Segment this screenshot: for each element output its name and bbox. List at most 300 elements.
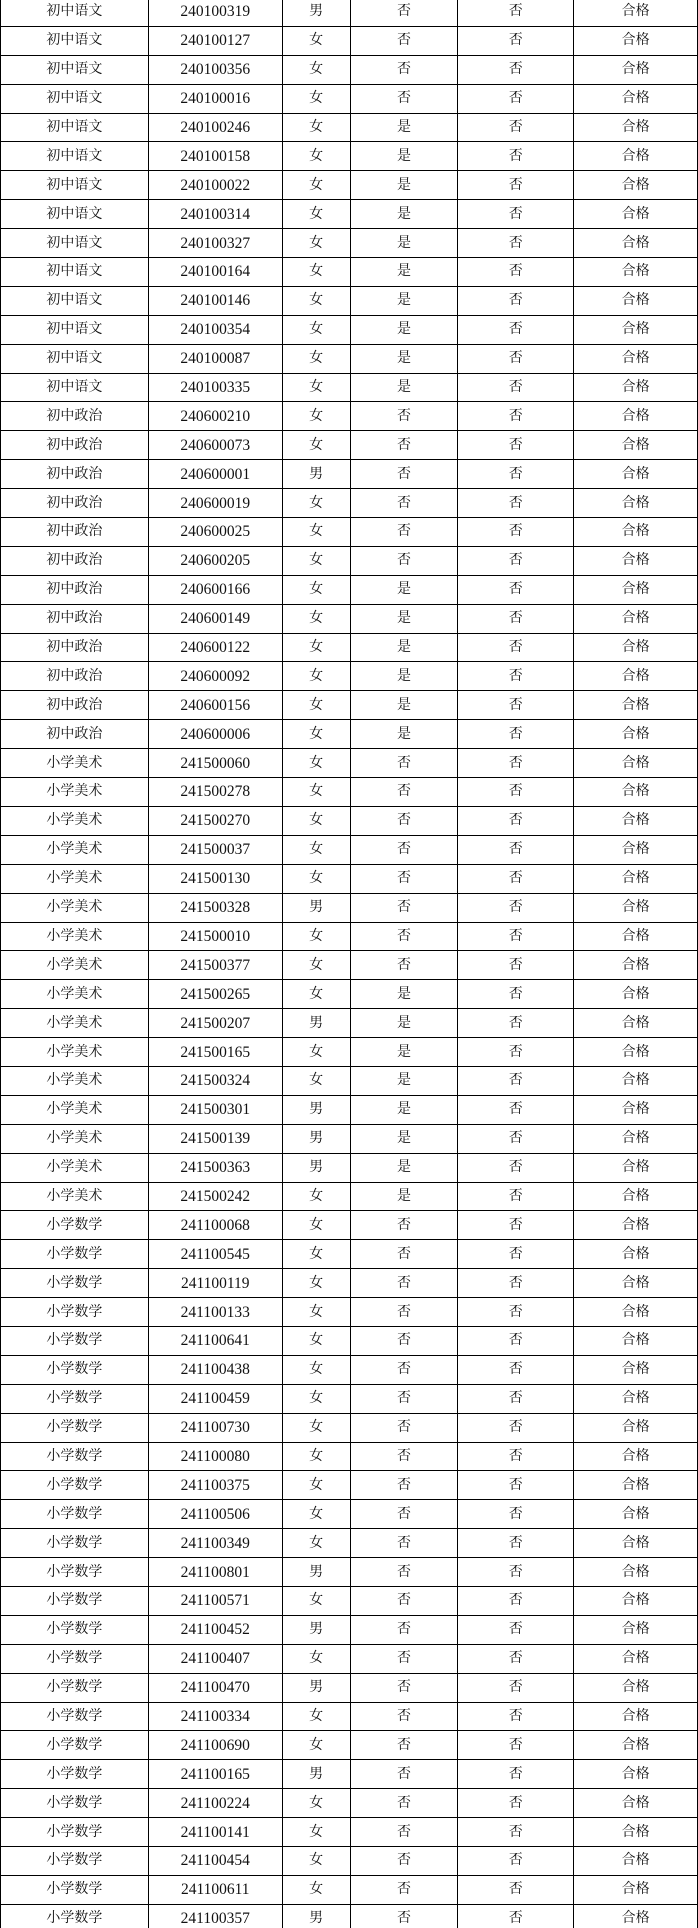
result-cell: 合格 — [574, 778, 698, 807]
flag-b-cell: 否 — [458, 1644, 574, 1673]
subject-cell: 小学美术 — [1, 1066, 149, 1095]
subject-cell: 小学数学 — [1, 1355, 149, 1384]
subject-cell: 初中政治 — [1, 460, 149, 489]
result-cell: 合格 — [574, 229, 698, 258]
table-row — [1, 1558, 698, 1587]
result-cell: 合格 — [574, 1240, 698, 1269]
gender-cell: 女 — [282, 922, 350, 951]
table-row — [1, 344, 698, 373]
flag-b-cell: 否 — [458, 489, 574, 518]
result-cell: 合格 — [574, 922, 698, 951]
flag-a-cell: 否 — [350, 1326, 458, 1355]
flag-a-cell: 是 — [350, 142, 458, 171]
flag-a-cell: 是 — [350, 1124, 458, 1153]
result-cell: 合格 — [574, 980, 698, 1009]
flag-b-cell: 否 — [458, 460, 574, 489]
candidate-id-cell: 241500363 — [148, 1153, 282, 1182]
table-row — [1, 1471, 698, 1500]
subject-cell: 初中语文 — [1, 258, 149, 287]
candidate-id-cell: 241100068 — [148, 1211, 282, 1240]
gender-cell: 女 — [282, 489, 350, 518]
flag-a-cell: 是 — [350, 1038, 458, 1067]
flag-b-cell: 否 — [458, 84, 574, 113]
flag-a-cell: 否 — [350, 1558, 458, 1587]
table-row — [1, 1269, 698, 1298]
flag-b-cell: 否 — [458, 431, 574, 460]
subject-cell: 初中语文 — [1, 373, 149, 402]
result-cell: 合格 — [574, 315, 698, 344]
subject-cell: 小学美术 — [1, 1153, 149, 1182]
flag-a-cell: 是 — [350, 315, 458, 344]
flag-b-cell: 否 — [458, 26, 574, 55]
subject-cell: 初中语文 — [1, 200, 149, 229]
gender-cell: 女 — [282, 546, 350, 575]
candidate-id-cell: 240600166 — [148, 575, 282, 604]
gender-cell: 女 — [282, 691, 350, 720]
gender-cell: 女 — [282, 835, 350, 864]
table-row — [1, 835, 698, 864]
subject-cell: 小学数学 — [1, 1702, 149, 1731]
table-row — [1, 113, 698, 142]
result-cell: 合格 — [574, 1153, 698, 1182]
result-cell: 合格 — [574, 200, 698, 229]
flag-a-cell: 是 — [350, 1182, 458, 1211]
gender-cell: 女 — [282, 258, 350, 287]
flag-b-cell: 否 — [458, 1413, 574, 1442]
candidate-id-cell: 240600205 — [148, 546, 282, 575]
candidate-id-cell: 240600210 — [148, 402, 282, 431]
flag-b-cell: 否 — [458, 1818, 574, 1847]
result-cell: 合格 — [574, 1904, 698, 1928]
flag-a-cell: 否 — [350, 1269, 458, 1298]
flag-a-cell: 否 — [350, 806, 458, 835]
gender-cell: 女 — [282, 1586, 350, 1615]
flag-a-cell: 是 — [350, 691, 458, 720]
result-cell: 合格 — [574, 633, 698, 662]
table-row — [1, 460, 698, 489]
candidate-id-cell: 241100730 — [148, 1413, 282, 1442]
candidate-id-cell: 241100571 — [148, 1586, 282, 1615]
flag-a-cell: 是 — [350, 344, 458, 373]
flag-b-cell: 否 — [458, 922, 574, 951]
flag-a-cell: 否 — [350, 0, 458, 26]
result-cell: 合格 — [574, 1558, 698, 1587]
gender-cell: 女 — [282, 1731, 350, 1760]
flag-b-cell: 否 — [458, 893, 574, 922]
result-cell: 合格 — [574, 662, 698, 691]
subject-cell: 小学数学 — [1, 1586, 149, 1615]
flag-a-cell: 否 — [350, 55, 458, 84]
gender-cell: 男 — [282, 1558, 350, 1587]
flag-b-cell: 否 — [458, 1789, 574, 1818]
flag-a-cell: 否 — [350, 835, 458, 864]
flag-b-cell: 否 — [458, 518, 574, 547]
candidate-id-cell: 241100690 — [148, 1731, 282, 1760]
subject-cell: 初中语文 — [1, 286, 149, 315]
result-cell: 合格 — [574, 373, 698, 402]
candidate-id-cell: 240600019 — [148, 489, 282, 518]
candidate-id-cell: 241100611 — [148, 1875, 282, 1904]
result-cell: 合格 — [574, 489, 698, 518]
table-row — [1, 1355, 698, 1384]
gender-cell: 女 — [282, 1471, 350, 1500]
gender-cell: 女 — [282, 171, 350, 200]
table-row — [1, 1673, 698, 1702]
table-row — [1, 1240, 698, 1269]
gender-cell: 男 — [282, 1124, 350, 1153]
table-row — [1, 604, 698, 633]
flag-b-cell: 否 — [458, 1298, 574, 1327]
candidate-id-cell: 241500324 — [148, 1066, 282, 1095]
result-cell: 合格 — [574, 1818, 698, 1847]
table-row — [1, 1124, 698, 1153]
subject-cell: 小学数学 — [1, 1558, 149, 1587]
subject-cell: 小学数学 — [1, 1760, 149, 1789]
flag-a-cell: 是 — [350, 604, 458, 633]
subject-cell: 初中政治 — [1, 518, 149, 547]
result-cell: 合格 — [574, 1066, 698, 1095]
result-cell: 合格 — [574, 691, 698, 720]
table-row — [1, 1066, 698, 1095]
subject-cell: 初中语文 — [1, 113, 149, 142]
result-cell: 合格 — [574, 546, 698, 575]
table-row — [1, 806, 698, 835]
flag-b-cell: 否 — [458, 604, 574, 633]
candidate-id-cell: 241100080 — [148, 1442, 282, 1471]
result-cell: 合格 — [574, 26, 698, 55]
candidate-id-cell: 240100016 — [148, 84, 282, 113]
gender-cell: 女 — [282, 1240, 350, 1269]
gender-cell: 女 — [282, 1500, 350, 1529]
result-cell: 合格 — [574, 1182, 698, 1211]
subject-cell: 初中语文 — [1, 84, 149, 113]
flag-b-cell: 否 — [458, 980, 574, 1009]
candidate-id-cell: 241100357 — [148, 1904, 282, 1928]
table-row — [1, 1153, 698, 1182]
candidate-id-cell: 241100452 — [148, 1615, 282, 1644]
gender-cell: 男 — [282, 1153, 350, 1182]
subject-cell: 小学数学 — [1, 1269, 149, 1298]
flag-b-cell: 否 — [458, 171, 574, 200]
flag-b-cell: 否 — [458, 1124, 574, 1153]
candidate-id-cell: 240100319 — [148, 0, 282, 26]
flag-b-cell: 否 — [458, 575, 574, 604]
flag-a-cell: 是 — [350, 1153, 458, 1182]
gender-cell: 女 — [282, 431, 350, 460]
candidate-id-cell: 241100641 — [148, 1326, 282, 1355]
table-row — [1, 1384, 698, 1413]
table-row — [1, 1760, 698, 1789]
table-row — [1, 431, 698, 460]
candidate-id-cell: 241100407 — [148, 1644, 282, 1673]
candidate-id-cell: 241500242 — [148, 1182, 282, 1211]
result-cell: 合格 — [574, 604, 698, 633]
flag-a-cell: 否 — [350, 1384, 458, 1413]
result-cell: 合格 — [574, 0, 698, 26]
flag-a-cell: 否 — [350, 84, 458, 113]
table-row — [1, 258, 698, 287]
gender-cell: 男 — [282, 1095, 350, 1124]
subject-cell: 小学数学 — [1, 1615, 149, 1644]
subject-cell: 初中语文 — [1, 315, 149, 344]
table-row — [1, 1326, 698, 1355]
flag-b-cell: 否 — [458, 373, 574, 402]
candidate-id-cell: 240600149 — [148, 604, 282, 633]
flag-b-cell: 否 — [458, 1904, 574, 1928]
flag-a-cell: 否 — [350, 26, 458, 55]
flag-b-cell: 否 — [458, 344, 574, 373]
flag-a-cell: 否 — [350, 1673, 458, 1702]
gender-cell: 女 — [282, 1384, 350, 1413]
candidate-id-cell: 241100165 — [148, 1760, 282, 1789]
gender-cell: 男 — [282, 1904, 350, 1928]
table-row — [1, 26, 698, 55]
candidate-id-cell: 241100438 — [148, 1355, 282, 1384]
result-cell: 合格 — [574, 1009, 698, 1038]
flag-b-cell: 否 — [458, 835, 574, 864]
subject-cell: 初中政治 — [1, 402, 149, 431]
flag-b-cell: 否 — [458, 1153, 574, 1182]
table-row — [1, 0, 698, 26]
flag-a-cell: 否 — [350, 778, 458, 807]
table-row — [1, 1818, 698, 1847]
candidate-id-cell: 240100356 — [148, 55, 282, 84]
subject-cell: 小学美术 — [1, 1182, 149, 1211]
table-row — [1, 662, 698, 691]
flag-a-cell: 是 — [350, 113, 458, 142]
table-row — [1, 1586, 698, 1615]
flag-b-cell: 否 — [458, 402, 574, 431]
table-row — [1, 1500, 698, 1529]
flag-b-cell: 否 — [458, 1586, 574, 1615]
flag-a-cell: 否 — [350, 1298, 458, 1327]
result-cell: 合格 — [574, 1124, 698, 1153]
candidate-id-cell: 241100459 — [148, 1384, 282, 1413]
flag-a-cell: 否 — [350, 1904, 458, 1928]
subject-cell: 小学数学 — [1, 1500, 149, 1529]
result-cell: 合格 — [574, 1355, 698, 1384]
subject-cell: 初中政治 — [1, 604, 149, 633]
result-cell: 合格 — [574, 1760, 698, 1789]
result-cell: 合格 — [574, 1673, 698, 1702]
gender-cell: 女 — [282, 1702, 350, 1731]
gender-cell: 女 — [282, 633, 350, 662]
subject-cell: 小学美术 — [1, 1009, 149, 1038]
candidate-id-cell: 240100127 — [148, 26, 282, 55]
flag-a-cell: 否 — [350, 1818, 458, 1847]
gender-cell: 女 — [282, 518, 350, 547]
flag-a-cell: 否 — [350, 1875, 458, 1904]
gender-cell: 女 — [282, 1847, 350, 1876]
flag-b-cell: 否 — [458, 55, 574, 84]
table-row — [1, 922, 698, 951]
subject-cell: 小学数学 — [1, 1240, 149, 1269]
table-row — [1, 546, 698, 575]
subject-cell: 小学美术 — [1, 778, 149, 807]
candidate-id-cell: 240100158 — [148, 142, 282, 171]
result-cell: 合格 — [574, 431, 698, 460]
table-row — [1, 893, 698, 922]
flag-b-cell: 否 — [458, 1066, 574, 1095]
flag-a-cell: 否 — [350, 893, 458, 922]
result-cell: 合格 — [574, 1500, 698, 1529]
candidate-id-cell: 241500377 — [148, 951, 282, 980]
gender-cell: 女 — [282, 1038, 350, 1067]
candidate-id-cell: 241500130 — [148, 864, 282, 893]
candidate-id-cell: 240100335 — [148, 373, 282, 402]
flag-a-cell: 否 — [350, 1731, 458, 1760]
candidate-id-cell: 241500037 — [148, 835, 282, 864]
results-table-body — [1, 0, 698, 1928]
gender-cell: 女 — [282, 373, 350, 402]
candidate-id-cell: 240600025 — [148, 518, 282, 547]
flag-a-cell: 否 — [350, 1615, 458, 1644]
flag-a-cell: 否 — [350, 1240, 458, 1269]
table-row — [1, 1615, 698, 1644]
result-cell: 合格 — [574, 1731, 698, 1760]
flag-a-cell: 是 — [350, 229, 458, 258]
gender-cell: 男 — [282, 1760, 350, 1789]
gender-cell: 男 — [282, 1673, 350, 1702]
flag-b-cell: 否 — [458, 315, 574, 344]
gender-cell: 女 — [282, 84, 350, 113]
result-cell: 合格 — [574, 720, 698, 749]
gender-cell: 女 — [282, 1789, 350, 1818]
subject-cell: 小学美术 — [1, 749, 149, 778]
gender-cell: 女 — [282, 200, 350, 229]
result-cell: 合格 — [574, 575, 698, 604]
gender-cell: 女 — [282, 1269, 350, 1298]
flag-b-cell: 否 — [458, 1211, 574, 1240]
subject-cell: 小学数学 — [1, 1384, 149, 1413]
result-cell: 合格 — [574, 951, 698, 980]
gender-cell: 女 — [282, 1298, 350, 1327]
result-cell: 合格 — [574, 84, 698, 113]
candidate-id-cell: 240100022 — [148, 171, 282, 200]
gender-cell: 女 — [282, 1211, 350, 1240]
result-cell: 合格 — [574, 893, 698, 922]
result-cell: 合格 — [574, 1644, 698, 1673]
flag-b-cell: 否 — [458, 113, 574, 142]
flag-b-cell: 否 — [458, 1355, 574, 1384]
flag-a-cell: 否 — [350, 864, 458, 893]
candidate-id-cell: 241500270 — [148, 806, 282, 835]
gender-cell: 男 — [282, 1009, 350, 1038]
table-row — [1, 1009, 698, 1038]
flag-a-cell: 是 — [350, 662, 458, 691]
gender-cell: 男 — [282, 460, 350, 489]
gender-cell: 女 — [282, 113, 350, 142]
flag-a-cell: 否 — [350, 460, 458, 489]
table-row — [1, 720, 698, 749]
subject-cell: 初中语文 — [1, 26, 149, 55]
subject-cell: 小学美术 — [1, 951, 149, 980]
table-row — [1, 84, 698, 113]
result-cell: 合格 — [574, 749, 698, 778]
result-cell: 合格 — [574, 1702, 698, 1731]
flag-b-cell: 否 — [458, 1240, 574, 1269]
flag-b-cell: 否 — [458, 1182, 574, 1211]
subject-cell: 小学数学 — [1, 1471, 149, 1500]
table-row — [1, 1529, 698, 1558]
candidate-id-cell: 240600073 — [148, 431, 282, 460]
flag-a-cell: 否 — [350, 431, 458, 460]
subject-cell: 小学数学 — [1, 1644, 149, 1673]
subject-cell: 小学数学 — [1, 1731, 149, 1760]
table-row — [1, 1702, 698, 1731]
flag-b-cell: 否 — [458, 1875, 574, 1904]
gender-cell: 男 — [282, 893, 350, 922]
flag-b-cell: 否 — [458, 1673, 574, 1702]
flag-b-cell: 否 — [458, 1760, 574, 1789]
gender-cell: 女 — [282, 720, 350, 749]
subject-cell: 初中政治 — [1, 662, 149, 691]
result-cell: 合格 — [574, 1326, 698, 1355]
table-row — [1, 55, 698, 84]
flag-b-cell: 否 — [458, 720, 574, 749]
table-row — [1, 1182, 698, 1211]
subject-cell: 小学数学 — [1, 1211, 149, 1240]
candidate-id-cell: 241500060 — [148, 749, 282, 778]
flag-b-cell: 否 — [458, 633, 574, 662]
flag-a-cell: 是 — [350, 171, 458, 200]
candidate-id-cell: 241100133 — [148, 1298, 282, 1327]
gender-cell: 女 — [282, 1182, 350, 1211]
flag-b-cell: 否 — [458, 200, 574, 229]
flag-b-cell: 否 — [458, 1529, 574, 1558]
subject-cell: 小学数学 — [1, 1298, 149, 1327]
candidate-id-cell: 241500139 — [148, 1124, 282, 1153]
table-row — [1, 171, 698, 200]
gender-cell: 男 — [282, 1615, 350, 1644]
gender-cell: 男 — [282, 0, 350, 26]
flag-a-cell: 否 — [350, 1413, 458, 1442]
table-row — [1, 864, 698, 893]
subject-cell: 小学美术 — [1, 1124, 149, 1153]
flag-a-cell: 否 — [350, 402, 458, 431]
table-row — [1, 691, 698, 720]
gender-cell: 女 — [282, 980, 350, 1009]
result-cell: 合格 — [574, 1269, 698, 1298]
gender-cell: 女 — [282, 575, 350, 604]
flag-b-cell: 否 — [458, 1731, 574, 1760]
subject-cell: 小学数学 — [1, 1847, 149, 1876]
flag-a-cell: 否 — [350, 1702, 458, 1731]
flag-b-cell: 否 — [458, 1326, 574, 1355]
result-cell: 合格 — [574, 344, 698, 373]
subject-cell: 小学数学 — [1, 1904, 149, 1928]
table-row — [1, 951, 698, 980]
result-cell: 合格 — [574, 258, 698, 287]
table-row — [1, 749, 698, 778]
subject-cell: 小学美术 — [1, 893, 149, 922]
flag-b-cell: 否 — [458, 1500, 574, 1529]
gender-cell: 女 — [282, 951, 350, 980]
flag-b-cell: 否 — [458, 951, 574, 980]
flag-b-cell: 否 — [458, 286, 574, 315]
flag-a-cell: 是 — [350, 1095, 458, 1124]
gender-cell: 女 — [282, 778, 350, 807]
flag-a-cell: 否 — [350, 546, 458, 575]
result-cell: 合格 — [574, 1211, 698, 1240]
flag-a-cell: 否 — [350, 951, 458, 980]
candidate-id-cell: 241100454 — [148, 1847, 282, 1876]
subject-cell: 小学美术 — [1, 922, 149, 951]
result-cell: 合格 — [574, 1442, 698, 1471]
result-cell: 合格 — [574, 1586, 698, 1615]
table-row — [1, 1847, 698, 1876]
flag-b-cell: 否 — [458, 662, 574, 691]
